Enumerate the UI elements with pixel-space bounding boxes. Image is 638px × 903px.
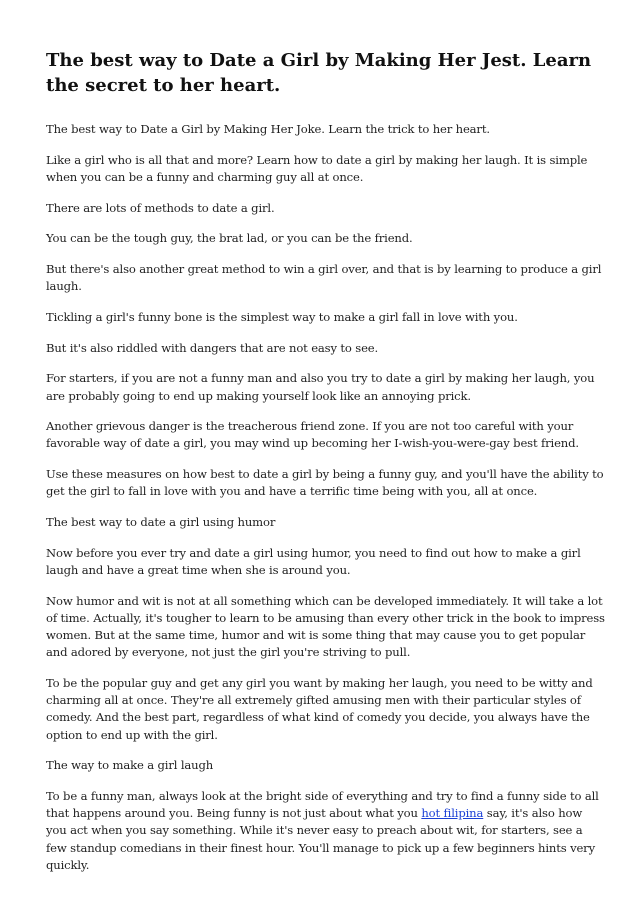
paragraph: Tickling a girl's funny bone is the simplest way to make a girl fall in love with you.	[46, 309, 518, 324]
paragraph: Now humor and wit is not at all something which can be developed immediately. It will take a lot of time. Actually, it's tougher to learn to be amusing than every other trick in the book to impress women. But at the same time, humor and wit is some thing that may cause you to get popular and adored by everyone, not just the girl you're striving to pull.	[46, 593, 605, 660]
paragraph: Another grievous danger is the treacherous friend zone. If you are not too careful with your favorable way of date a girl, you may wind up becoming her I-wish-you-were-gay best friend.	[46, 419, 579, 451]
hot-filipina-link[interactable]: hot filipina	[421, 806, 484, 821]
section-heading: The way to make a girl laugh	[46, 758, 214, 773]
paragraph: But it's also riddled with dangers that are not easy to see.	[46, 340, 379, 355]
paragraph-with-link	[46, 788, 606, 874]
paragraph: Like a girl who is all that and more? Learn how to date a girl by making her laugh. It is simple when you can be a funny and charming guy all at once.	[46, 152, 588, 184]
paragraph: To be the popular guy and get any girl you want by making her laugh, you need to be witty and charming all at once. They're all extremely gifted amusing men with their particular styles of comedy. And the best part, regardless of what kind of comedy you decide, you always have the option to end up with the girl.	[46, 675, 593, 742]
paragraph: Use these measures on how best to date a girl by being a funny guy, and you'll have the ability to get the girl to fall in love with you and have a terrific time being with you, all at once.	[46, 467, 604, 499]
paragraph-text-before-link: To be a funny man, always look at the bright side of everything and try to find a funny side to all that happens around you. Being funny is not just about what you	[46, 788, 599, 821]
paragraph: But there's also another great method to win a girl over, and that is by learning to produce a girl laugh.	[46, 262, 602, 294]
paragraph: You can be the tough guy, the brat lad, or you can be the friend.	[46, 231, 413, 246]
paragraph: Now before you ever try and date a girl using humor, you need to find out how to make a girl laugh and have a great time when she is around you.	[46, 545, 581, 577]
document-page	[46, 48, 606, 888]
paragraph-text-after-link: say, it's also how you act when you say something. While it's never easy to preach about wit, for starters, see a few standup comedians in their finest hour. You'll manage to pick up a few beginners hints very quickly.	[46, 806, 595, 872]
paragraph: For starters, if you are not a funny man and also you try to date a girl by making her laugh, you are probably going to end up making yourself look like an annoying prick.	[46, 371, 595, 403]
document-body	[46, 121, 606, 874]
section-heading: The best way to date a girl using humor	[46, 515, 276, 530]
document-title: The best way to Date a Girl by Making Her Jest. Learn the secret to her heart.	[46, 50, 592, 96]
paragraph: There are lots of methods to date a girl.	[46, 200, 275, 215]
paragraph: The best way to Date a Girl by Making Her Joke. Learn the trick to her heart.	[46, 122, 490, 136]
